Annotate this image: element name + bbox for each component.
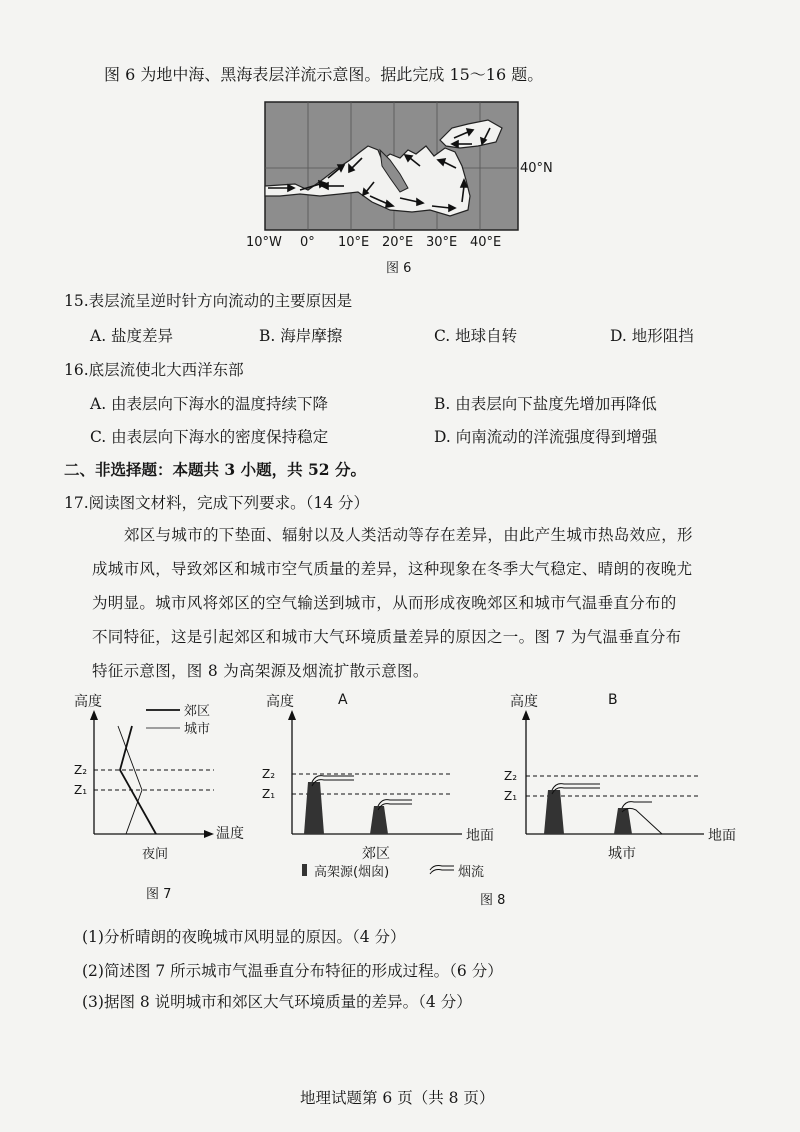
fig7-bottom-label: 夜间 [142, 847, 169, 862]
q17-sub-3: (3)据图 8 说明城市和郊区大气环境质量的差异。（4 分） [82, 993, 472, 1011]
q16-option-d: D. 向南流动的洋流强度得到增强 [434, 428, 658, 446]
fig8a-z2-label: Z₂ [262, 767, 276, 781]
lon-label-10W: 10°W [246, 235, 282, 250]
q16-stem: 16.底层流使北大西洋东部 [64, 361, 244, 379]
fig8a-y-axis-label: 高度 [266, 694, 294, 710]
lon-label-40E: 40°E [470, 235, 502, 250]
figure-6-map [240, 98, 570, 278]
fig8a-chimney-2 [370, 806, 388, 834]
fig8b-z2-label: Z₂ [504, 769, 518, 783]
figure-8-diagram [252, 686, 752, 916]
fig7-z1-label: Z₁ [74, 783, 88, 797]
q15-stem: 15.表层流呈逆时针方向流动的主要原因是 [64, 292, 353, 310]
fig8b-city-label: 城市 [608, 846, 636, 862]
q17-sub-2: (2)简述图 7 所示城市气温垂直分布特征的形成过程。（6 分） [82, 962, 503, 980]
q16-option-b: B. 由表层向下盐度先增加再降低 [434, 395, 657, 413]
fig7-x-axis-label: 温度 [216, 826, 244, 842]
q17-para-line-4: 不同特征，这是引起郊区和城市大气环境质量差异的原因之一。图 7 为气温垂直分布 [92, 628, 682, 646]
fig7-city-curve [118, 726, 142, 834]
fig8a-chimney-1 [304, 782, 324, 834]
lon-label-30E: 30°E [426, 235, 458, 250]
fig8b-chimney-1 [544, 790, 564, 834]
fig8-legend-plume: 烟流 [458, 865, 485, 880]
figure-6-caption: 图 6 [386, 261, 412, 276]
lon-label-0: 0° [300, 235, 315, 250]
fig8b-chimney-2 [614, 808, 632, 834]
fig8a-suburb-label: 郊区 [362, 846, 390, 862]
q17-para-line-2: 成城市风，导致郊区和城市空气质量的差异，这种现象在冬季大气稳定、晴朗的夜晚尤 [92, 560, 693, 578]
q17-para-line-5: 特征示意图，图 8 为高架源及烟流扩散示意图。 [92, 662, 429, 680]
lon-label-10E: 10°E [338, 235, 370, 250]
fig8b-z1-label: Z₁ [504, 789, 518, 803]
q17-para-line-1: 郊区与城市的下垫面、辐射以及人类活动等存在差异，由此产生城市热岛效应，形 [124, 526, 693, 544]
fig7-z2-label: Z₂ [74, 763, 88, 777]
q17-para-line-3: 为明显。城市风将郊区的空气输送到城市，从而形成夜晚郊区和城市气温垂直分布的 [92, 594, 677, 612]
fig8a-ground-label: 地面 [466, 828, 494, 844]
q17-sub-1: (1)分析晴朗的夜晚城市风明显的原因。（4 分） [82, 928, 406, 946]
fig8b-y-axis-label: 高度 [510, 694, 538, 710]
lon-label-20E: 20°E [382, 235, 414, 250]
fig8-panel-b-label: B [608, 692, 618, 708]
figure-7-caption: 图 7 [146, 887, 172, 902]
q15-option-d: D. 地形阻挡 [610, 327, 694, 345]
fig8-legend-source: 高架源(烟囱) [314, 865, 390, 880]
lat-label-40N: 40°N [520, 161, 553, 176]
figure-8-caption: 图 8 [480, 893, 506, 908]
fig7-legend-city: 城市 [184, 722, 211, 737]
q15-option-c: C. 地球自转 [434, 327, 518, 345]
page-footer: 地理试题第 6 页（共 8 页） [300, 1089, 495, 1107]
fig7-y-axis-label: 高度 [74, 694, 102, 710]
figure-7-diagram [70, 686, 260, 906]
q17-stem: 17.阅读图文材料，完成下列要求。（14 分） [64, 494, 370, 512]
q15-option-a: A. 盐度差异 [90, 327, 174, 345]
section-2-heading: 二、非选择题：本题共 3 小题，共 52 分。 [64, 460, 366, 479]
q16-option-a: A. 由表层向下海水的温度持续下降 [90, 395, 329, 413]
fig7-legend-suburb: 郊区 [184, 704, 211, 719]
fig8a-z1-label: Z₁ [262, 787, 276, 801]
fig8-panel-a-label: A [338, 692, 348, 708]
intro-text: 图 6 为地中海、黑海表层洋流示意图。据此完成 15～16 题。 [104, 65, 544, 84]
fig8-legend-source-swatch [302, 864, 307, 876]
q15-option-b: B. 海岸摩擦 [259, 327, 343, 345]
fig8b-ground-label: 地面 [708, 828, 736, 844]
fig8-legend-plume-swatch [430, 866, 454, 875]
q16-option-c: C. 由表层向下海水的密度保持稳定 [90, 428, 329, 446]
